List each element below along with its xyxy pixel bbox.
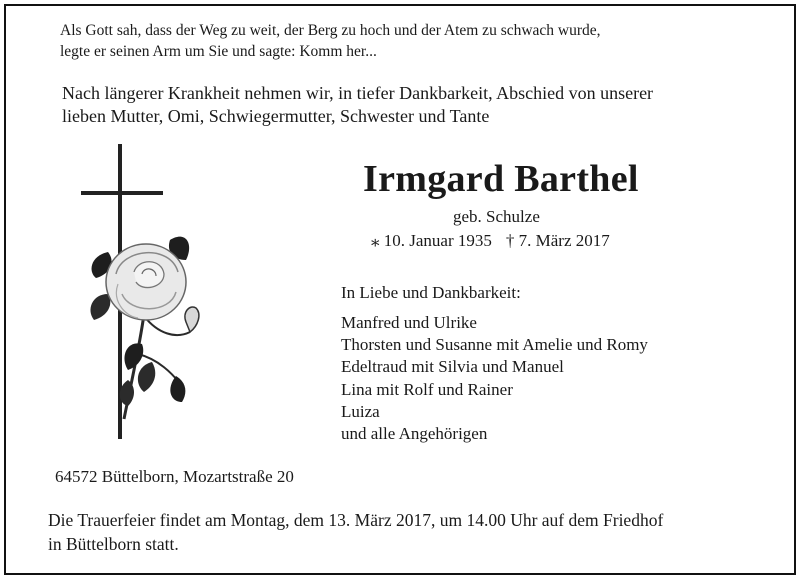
mourner-line: Manfred und Ulrike bbox=[341, 313, 477, 332]
intro-line-1: Nach längerer Krankheit nehmen wir, in tiefer Dankbarkeit, Abschied von unserer bbox=[62, 83, 654, 103]
death-date: † 7. März 2017 bbox=[505, 231, 610, 250]
intro-text bbox=[62, 82, 653, 128]
funeral-service-info bbox=[48, 508, 663, 556]
mourners-list bbox=[341, 312, 648, 445]
cross-rose-illustration bbox=[78, 144, 218, 444]
rose-icon bbox=[90, 237, 198, 419]
mourner-line: Edeltraud mit Silvia und Manuel bbox=[341, 357, 564, 377]
maiden-name: geb. Schulze bbox=[453, 207, 540, 226]
mourner-line: Thorsten und Susanne mit Amelie und Romy bbox=[341, 335, 648, 355]
mourners-heading: In Liebe und Dankbarkeit: bbox=[341, 283, 521, 302]
mourner-line: Lina mit Rolf und Rainer bbox=[341, 379, 513, 399]
quote bbox=[60, 20, 601, 62]
address: 64572 Büttelborn, Mozartstraße 20 bbox=[55, 467, 294, 486]
life-dates bbox=[371, 231, 610, 251]
mourner-line: und alle Angehörigen bbox=[341, 424, 488, 444]
quote-line-2: legte er seinen Arm um Sie und sagte: Komm her... bbox=[60, 43, 377, 60]
mourner-line: Luiza bbox=[341, 401, 380, 421]
quote-line-1: Als Gott sah, dass der Weg zu weit, der Berg zu hoch und der Atem zu schwach wurde, bbox=[60, 22, 601, 39]
service-line-1: Die Trauerfeier findet am Montag, dem 13. März 2017, um 14.00 Uhr auf dem Friedhof bbox=[48, 510, 664, 530]
birth-date: ⁎ 10. Januar 1935 bbox=[371, 231, 492, 250]
intro-line-2: lieben Mutter, Omi, Schwiegermutter, Schwester und Tante bbox=[62, 106, 490, 126]
deceased-name: Irmgard Barthel bbox=[363, 158, 639, 200]
service-line-2: in Büttelborn statt. bbox=[48, 534, 179, 554]
